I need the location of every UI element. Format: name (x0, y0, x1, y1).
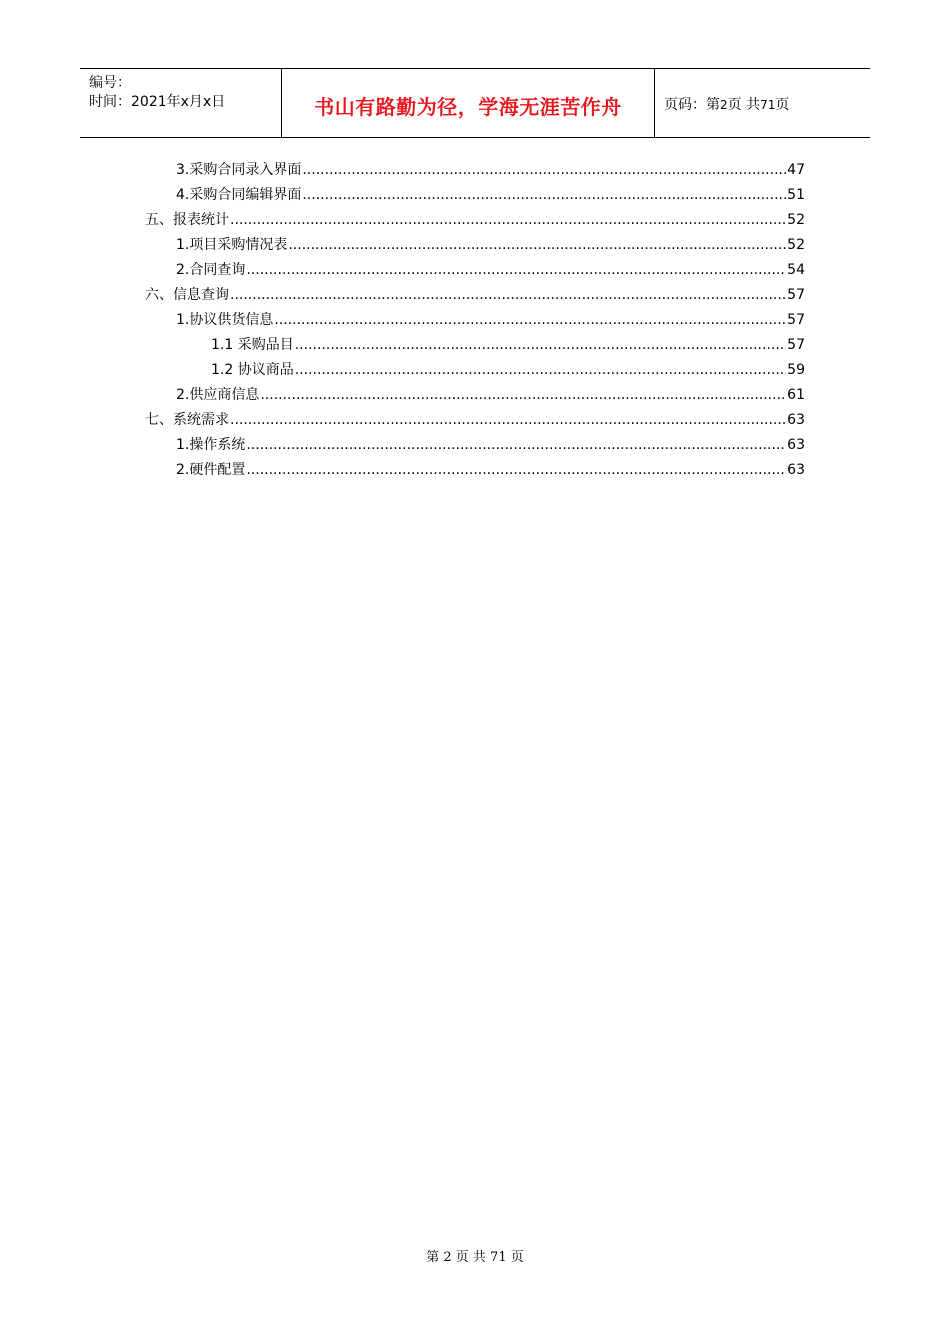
toc-entry[interactable] (176, 460, 805, 480)
toc-entry-label: 六、信息查询 (145, 287, 229, 303)
toc-entry-page: 57 (787, 337, 805, 353)
toc-entry-label: 2.供应商信息 (176, 387, 260, 403)
page-prefix: 页码：第 (664, 97, 720, 113)
document-number-label: 编号： (89, 75, 131, 91)
toc-entry-label: 1.协议供货信息 (176, 312, 274, 328)
toc-entry-page: 52 (787, 237, 805, 253)
document-time-label: 时间：2021年x月x日 (89, 94, 226, 110)
toc-leader-dots (230, 410, 786, 430)
toc-entry[interactable] (211, 360, 805, 380)
document-header (80, 68, 870, 138)
toc-leader-dots (295, 360, 786, 380)
toc-leader-dots (246, 460, 786, 480)
toc-entry-page: 59 (787, 362, 805, 378)
toc-entry-label: 2.合同查询 (176, 262, 246, 278)
toc-entry-label: 1.2 协议商品 (211, 362, 294, 378)
toc-leader-dots (260, 385, 786, 405)
header-page-cell (654, 69, 870, 137)
toc-leader-dots (295, 335, 786, 355)
header-motto-cell (281, 69, 655, 137)
toc-entry[interactable] (145, 410, 805, 430)
toc-leader-dots (274, 310, 786, 330)
page-footer: 第 2 页 共 71 页 (426, 1250, 524, 1265)
toc-entry-page: 57 (787, 287, 805, 303)
toc-entry-page: 61 (787, 387, 805, 403)
toc-entry-page: 47 (787, 162, 805, 178)
toc-leader-dots (302, 185, 786, 205)
header-motto: 书山有路勤为径，学海无涯苦作舟 (314, 95, 622, 119)
toc-entry-page: 52 (787, 212, 805, 228)
toc-entry-page: 63 (787, 412, 805, 428)
header-info-cell (80, 69, 281, 137)
toc-entry-label: 4.采购合同编辑界面 (176, 187, 302, 203)
toc-entry[interactable] (145, 285, 805, 305)
toc-entry-label: 1.项目采购情况表 (176, 237, 288, 253)
header-page-info (664, 94, 789, 114)
toc-entry[interactable] (145, 210, 805, 230)
toc-entry-page: 54 (787, 262, 805, 278)
toc-entry-page: 63 (787, 437, 805, 453)
toc-entry[interactable] (211, 335, 805, 355)
toc-entry-page: 63 (787, 462, 805, 478)
toc-entry[interactable] (176, 435, 805, 455)
toc-entry-label: 1.操作系统 (176, 437, 246, 453)
page-total: 71 (760, 98, 776, 112)
toc-entry[interactable] (176, 385, 805, 405)
toc-leader-dots (246, 260, 786, 280)
toc-leader-dots (230, 285, 786, 305)
toc-entry[interactable] (176, 235, 805, 255)
toc-entry-page: 57 (787, 312, 805, 328)
toc-entry-page: 51 (787, 187, 805, 203)
toc-leader-dots (230, 210, 786, 230)
page-current: 2 (720, 98, 728, 112)
toc-entry[interactable] (176, 310, 805, 330)
toc-entry-label: 1.1 采购品目 (211, 337, 294, 353)
page-suffix: 页 (775, 97, 790, 113)
toc-entry[interactable] (176, 260, 805, 280)
toc-entry-label: 2.硬件配置 (176, 462, 246, 478)
toc-leader-dots (288, 235, 786, 255)
toc-entry-label: 五、报表统计 (145, 212, 229, 228)
toc-leader-dots (246, 435, 786, 455)
toc-leader-dots (302, 160, 786, 180)
toc-entry[interactable] (176, 185, 805, 205)
toc-entry-label: 3.采购合同录入界面 (176, 162, 302, 178)
page-mid: 页 共 (727, 97, 761, 113)
toc-entry-label: 七、系统需求 (145, 412, 229, 428)
toc-entry[interactable] (176, 160, 805, 180)
